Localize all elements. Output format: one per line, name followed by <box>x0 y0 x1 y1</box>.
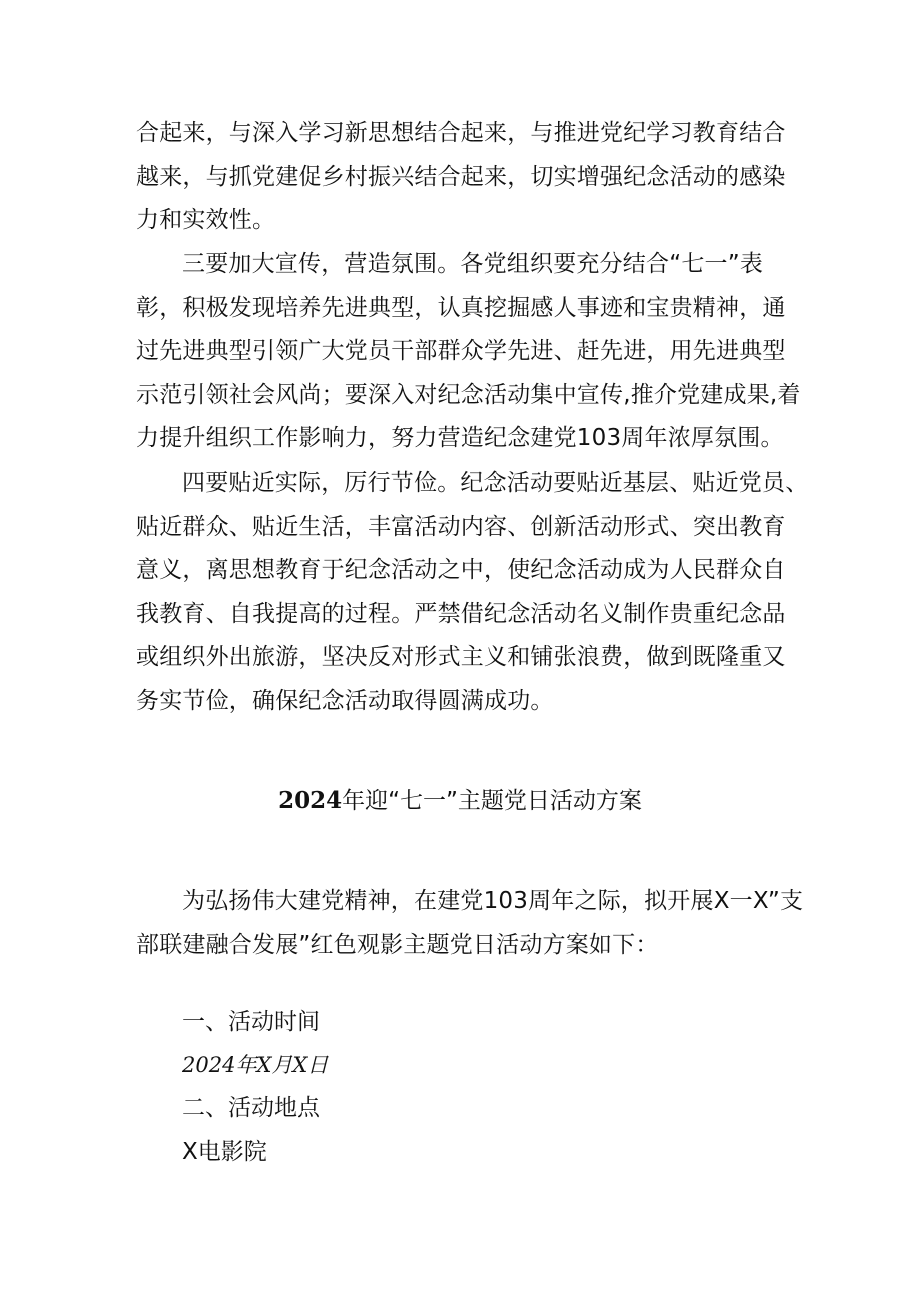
text-line: 务实节俭，确保纪念活动取得圆满成功。 <box>136 687 554 714</box>
section-heading-place: 二、活动地点 <box>182 1095 320 1121</box>
text-line: 彰，积极发现培养先进典型，认真挖掘感人事迹和宝贵精神，通 <box>136 294 786 321</box>
text-line: 意义，离思想教育于纪念活动之中，使纪念活动成为人民群众自 <box>136 557 786 583</box>
section-heading-time: 一、活动时间 <box>182 1009 320 1035</box>
text-line: 四要贴近实际，厉行节俭。纪念活动要贴近基层、贴近党员、 <box>182 470 809 496</box>
text-line: 力提升组织工作影响力，努力营造纪念建党103周年浓厚氛围。 <box>136 425 784 451</box>
paragraph-publicity <box>136 243 801 461</box>
paragraph-continuation <box>136 112 796 243</box>
text-line: 部联建融合发展”红色观影主题党日活动方案如下： <box>136 931 659 958</box>
text-line: 或组织外出旅游，坚决反对形式主义和铺张浪费，做到既隆重又 <box>136 644 786 670</box>
text-line: 我教育、自我提高的过程。严禁借纪念活动名义制作贵重纪念品 <box>136 600 786 627</box>
activity-place: X电影院 <box>182 1139 267 1165</box>
text-line: 三要加大宣传，营造氛围。各党组织要充分结合“七一”表 <box>182 251 764 277</box>
document-title <box>0 783 920 819</box>
text-line: 越来，与抓党建促乡村振兴结合起来，切实增强纪念活动的感染 <box>136 163 786 190</box>
text-line: 合起来，与深入学习新思想结合起来，与推进党纪学习教育结合 <box>136 120 786 146</box>
text-line: 为弘扬伟大建党精神，在建党103周年之际，拟开展X一X”支 <box>182 888 804 914</box>
paragraph-frugality <box>136 462 809 723</box>
paragraph-intro <box>136 880 804 967</box>
activity-date: 2024年X月X日 <box>182 1053 329 1077</box>
text-line: 力和实效性。 <box>136 207 276 233</box>
title-text: 年迎“七一”主题党日活动方案 <box>342 788 642 814</box>
text-line: 贴近群众、贴近生活，丰富活动内容、创新活动形式、突出教育 <box>136 513 786 540</box>
text-line: 过先进典型引领广大党员干部群众学先进、赶先进，用先进典型 <box>136 338 786 364</box>
text-line: 示范引领社会风尚；要深入对纪念活动集中宣传,推介党建成果,着 <box>136 381 801 408</box>
title-year: 2024 <box>278 787 343 814</box>
